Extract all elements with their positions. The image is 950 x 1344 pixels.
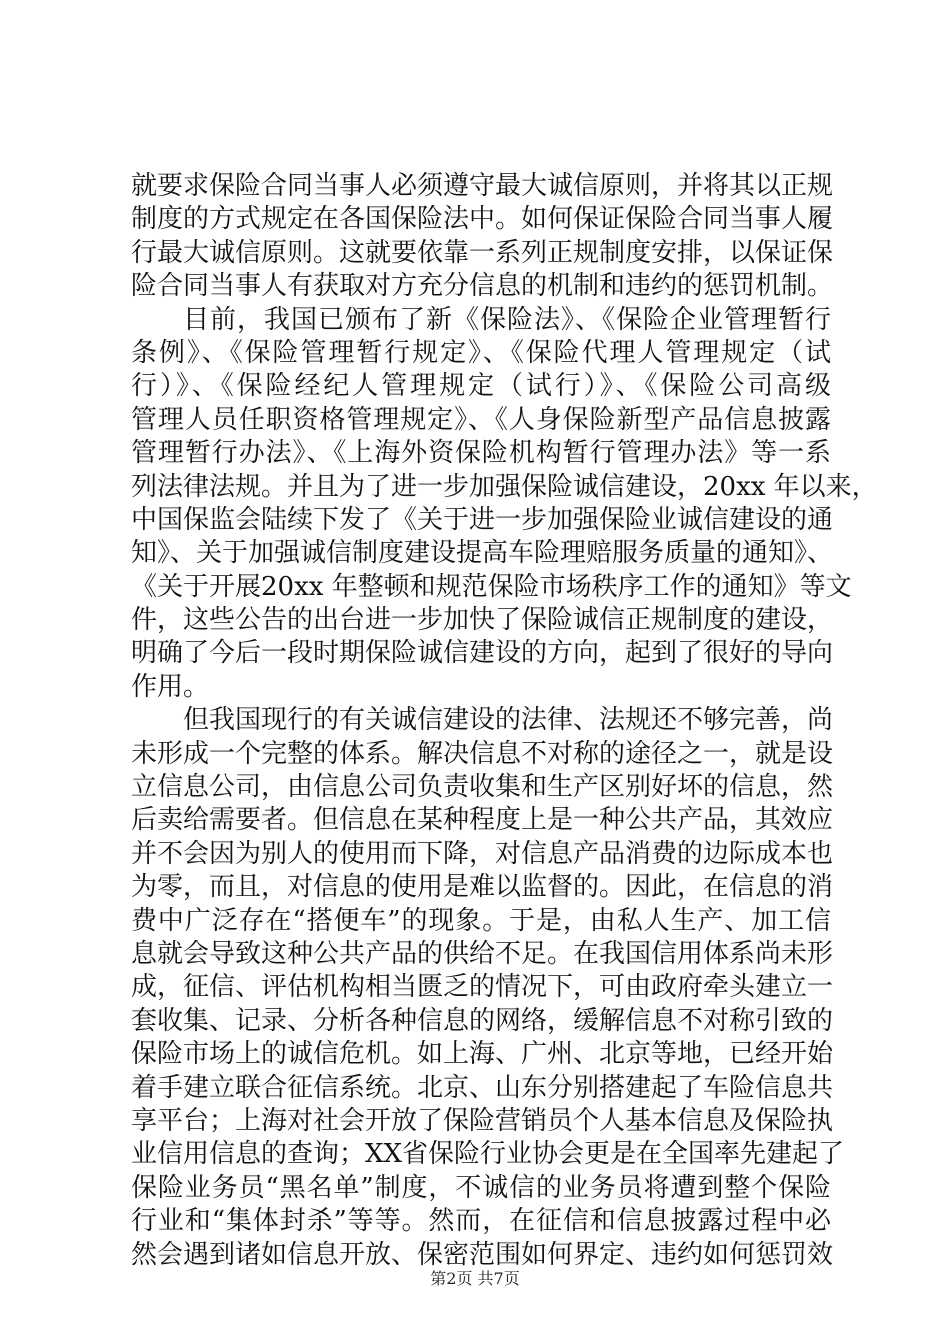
text-line: 着手建立联合征信系统。北京、山东分别搭建起了车险信息共 (131, 1072, 834, 1103)
paragraph-start-line: 但我国现行的有关诚信建设的法律、法规还不够完善，尚 (183, 705, 834, 736)
text-line: 行业和“集体封杀”等等。然而，在征信和信息披露过程中必 (131, 1206, 831, 1237)
text-line: 管理暂行办法》、《上海外资保险机构暂行管理办法》等一系 (131, 438, 831, 469)
text-line: 就要求保险合同当事人必须遵守最大诚信原则，并将其以正规 (131, 171, 834, 201)
text-line: 立信息公司，由信息公司负责收集和生产区别好坏的信息，然 (131, 772, 834, 803)
text-line: 然会遇到诸如信息开放、保密范围如何界定、违约如何惩罚效 (131, 1239, 834, 1270)
text-line: 业信用信息的查询；XX省保险行业协会更是在全国率先建起了 (131, 1139, 845, 1170)
paragraph-end-line: 作用。 (131, 671, 210, 702)
text-line: 套收集、记录、分析各种信息的网络，缓解信息不对称引致的 (131, 1005, 834, 1036)
text-line: 件，这些公告的出台进一步加快了保险诚信正规制度的建设， (131, 605, 834, 636)
text-line: 险合同当事人有获取对方充分信息的机制和违约的惩罚机制。 (131, 271, 834, 302)
text-line: 行）》、《保险经纪人管理规定（试行）》、《保险公司高级 (131, 371, 831, 402)
text-line: 制度的方式规定在各国保险法中。如何保证保险合同当事人履 (131, 204, 834, 235)
text-line: 《关于开展20xx 年整顿和规范保险市场秩序工作的通知》等文 (131, 571, 852, 602)
text-line: 管理人员任职资格管理规定》、《人身保险新型产品信息披露 (131, 404, 831, 435)
text-line: 后卖给需要者。但信息在某种程度上是一种公共产品，其效应 (131, 805, 834, 836)
text-line: 保险市场上的诚信危机。如上海、广州、北京等地，已经开始 (131, 1039, 834, 1070)
text-line: 为零，而且，对信息的使用是难以监督的。因此，在信息的消 (131, 872, 834, 903)
text-line: 成，征信、评估机构相当匮乏的情况下，可由政府牵头建立一 (131, 972, 834, 1003)
text-line: 行最大诚信原则。这就要依靠一系列正规制度安排，以保证保 (131, 237, 834, 268)
text-line: 知》、关于加强诚信制度建设提高车险理赔服务质量的通知》、 (131, 538, 834, 569)
text-line: 中国保监会陆续下发了《关于进一步加强保险业诚信建设的通 (131, 504, 834, 535)
text-line: 并不会因为别人的使用而下降，对信息产品消费的边际成本也 (131, 838, 834, 869)
text-line: 明确了今后一段时期保险诚信建设的方向，起到了很好的导向 (131, 638, 834, 669)
paragraph-start-line: 目前，我国已颁布了新《保险法》、《保险企业管理暂行 (183, 304, 831, 335)
text-line: 保险业务员“黑名单”制度，不诚信的业务员将遭到整个保险 (131, 1172, 831, 1203)
text-line: 列法律法规。并且为了进一步加强保险诚信建设，20xx 年以来， (131, 471, 878, 502)
text-line: 未形成一个完整的体系。解决信息不对称的途径之一，就是设 (131, 738, 834, 769)
body-text (131, 170, 878, 1272)
page-footer: 第2页 共7页 (430, 1269, 520, 1288)
text-line: 享平台；上海对社会开放了保险营销员个人基本信息及保险执 (131, 1105, 834, 1136)
text-line: 条例》、《保险管理暂行规定》、《保险代理人管理规定（试 (131, 337, 831, 368)
text-line: 费中广泛存在“搭便车”的现象。于是，由私人生产、加工信 (131, 905, 831, 936)
text-line: 息就会导致这种公共产品的供给不足。在我国信用体系尚未形 (131, 938, 834, 969)
